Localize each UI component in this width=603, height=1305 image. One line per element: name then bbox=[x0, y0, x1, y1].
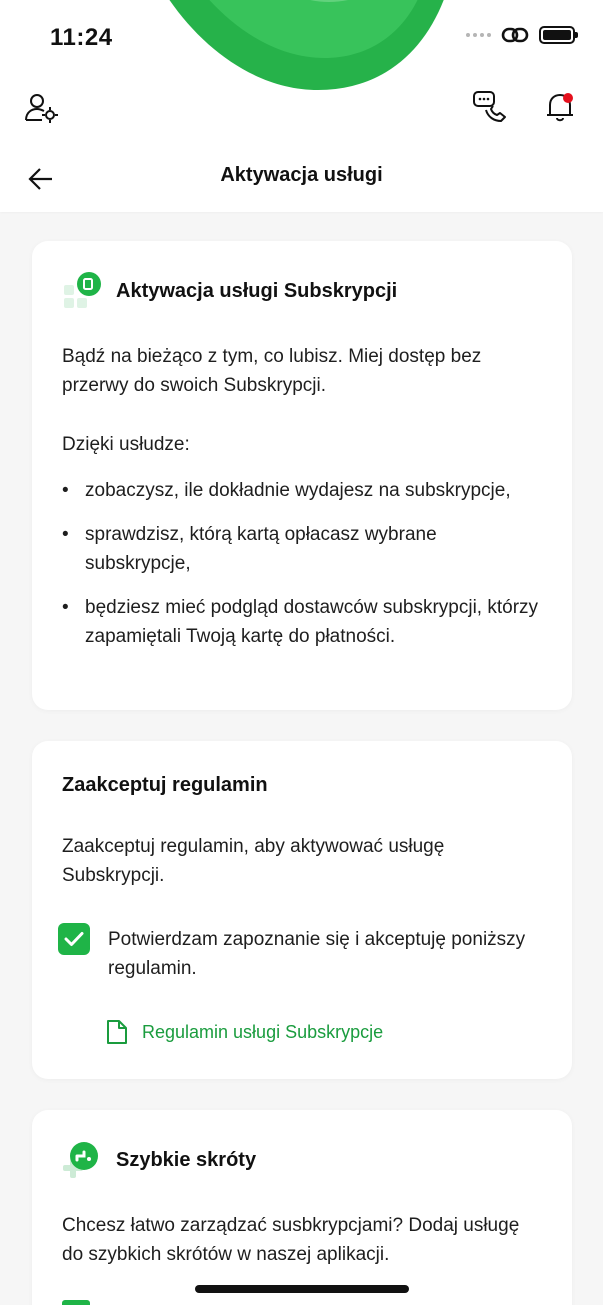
list-item: • będziesz mieć podgląd dostawców subskrypcji, którzy zapamiętali Twoją kartę do płatności. bbox=[62, 593, 542, 651]
terms-card-title: Zaakceptuj regulamin bbox=[62, 774, 268, 796]
shortcuts-card-header bbox=[62, 1140, 256, 1180]
battery-icon bbox=[539, 26, 575, 44]
list-item: • sprawdzisz, którą kartą opłacasz wybrane subskrypcje, bbox=[62, 520, 542, 578]
document-icon bbox=[106, 1019, 128, 1045]
terms-card bbox=[32, 741, 572, 1079]
activation-card bbox=[32, 241, 572, 710]
activation-card-header bbox=[62, 271, 397, 311]
page-title: Aktywacja usługi bbox=[220, 164, 383, 186]
status-icons bbox=[466, 26, 575, 44]
terms-card-header bbox=[62, 774, 268, 797]
subscription-icon bbox=[62, 271, 102, 311]
shortcuts-card bbox=[32, 1110, 572, 1305]
brand-blob-graphic bbox=[128, 0, 468, 100]
notification-dot bbox=[563, 93, 573, 103]
signal-icon bbox=[466, 33, 491, 37]
status-time: 11:24 bbox=[50, 24, 113, 51]
terms-link-text[interactable]: Regulamin usługi Subskrypcje bbox=[142, 1021, 384, 1042]
terms-description: Zaakceptuj regulamin, aby aktywować usługę Subskrypcji. bbox=[62, 836, 445, 886]
benefits-list bbox=[62, 476, 542, 666]
shortcuts-card-title: Szybkie skróty bbox=[116, 1148, 257, 1171]
benefits-heading: Dzięki usłudze: bbox=[62, 434, 190, 455]
shortcut-icon bbox=[62, 1140, 102, 1180]
terms-checkbox-label[interactable]: Potwierdzam zapoznanie się i akceptuję poniższy regulamin. bbox=[108, 929, 526, 979]
shortcuts-description: Chcesz łatwo zarządzać susbkrypcjami? Dodaj usługę do szybkich skrótów w naszej aplikacji. bbox=[62, 1215, 520, 1265]
link-icon bbox=[501, 26, 529, 44]
activation-intro: Bądź na bieżąco z tym, co lubisz. Miej dostęp bez przerwy do swoich Subskrypcji. bbox=[62, 346, 482, 396]
top-header-area bbox=[0, 0, 603, 212]
chat-phone-icon[interactable] bbox=[472, 90, 510, 124]
terms-checkbox[interactable] bbox=[58, 923, 90, 955]
checkmark-icon bbox=[64, 931, 84, 947]
activation-card-title: Aktywacja usługi Subskrypcji bbox=[116, 279, 398, 302]
list-item: • zobaczysz, ile dokładnie wydajesz na subskrypcje, bbox=[62, 476, 542, 505]
home-indicator bbox=[195, 1285, 409, 1293]
bell-icon[interactable] bbox=[544, 90, 578, 124]
terms-document-link[interactable] bbox=[106, 1019, 383, 1045]
checkbox-peek bbox=[62, 1300, 90, 1305]
user-settings-icon[interactable] bbox=[24, 92, 60, 124]
